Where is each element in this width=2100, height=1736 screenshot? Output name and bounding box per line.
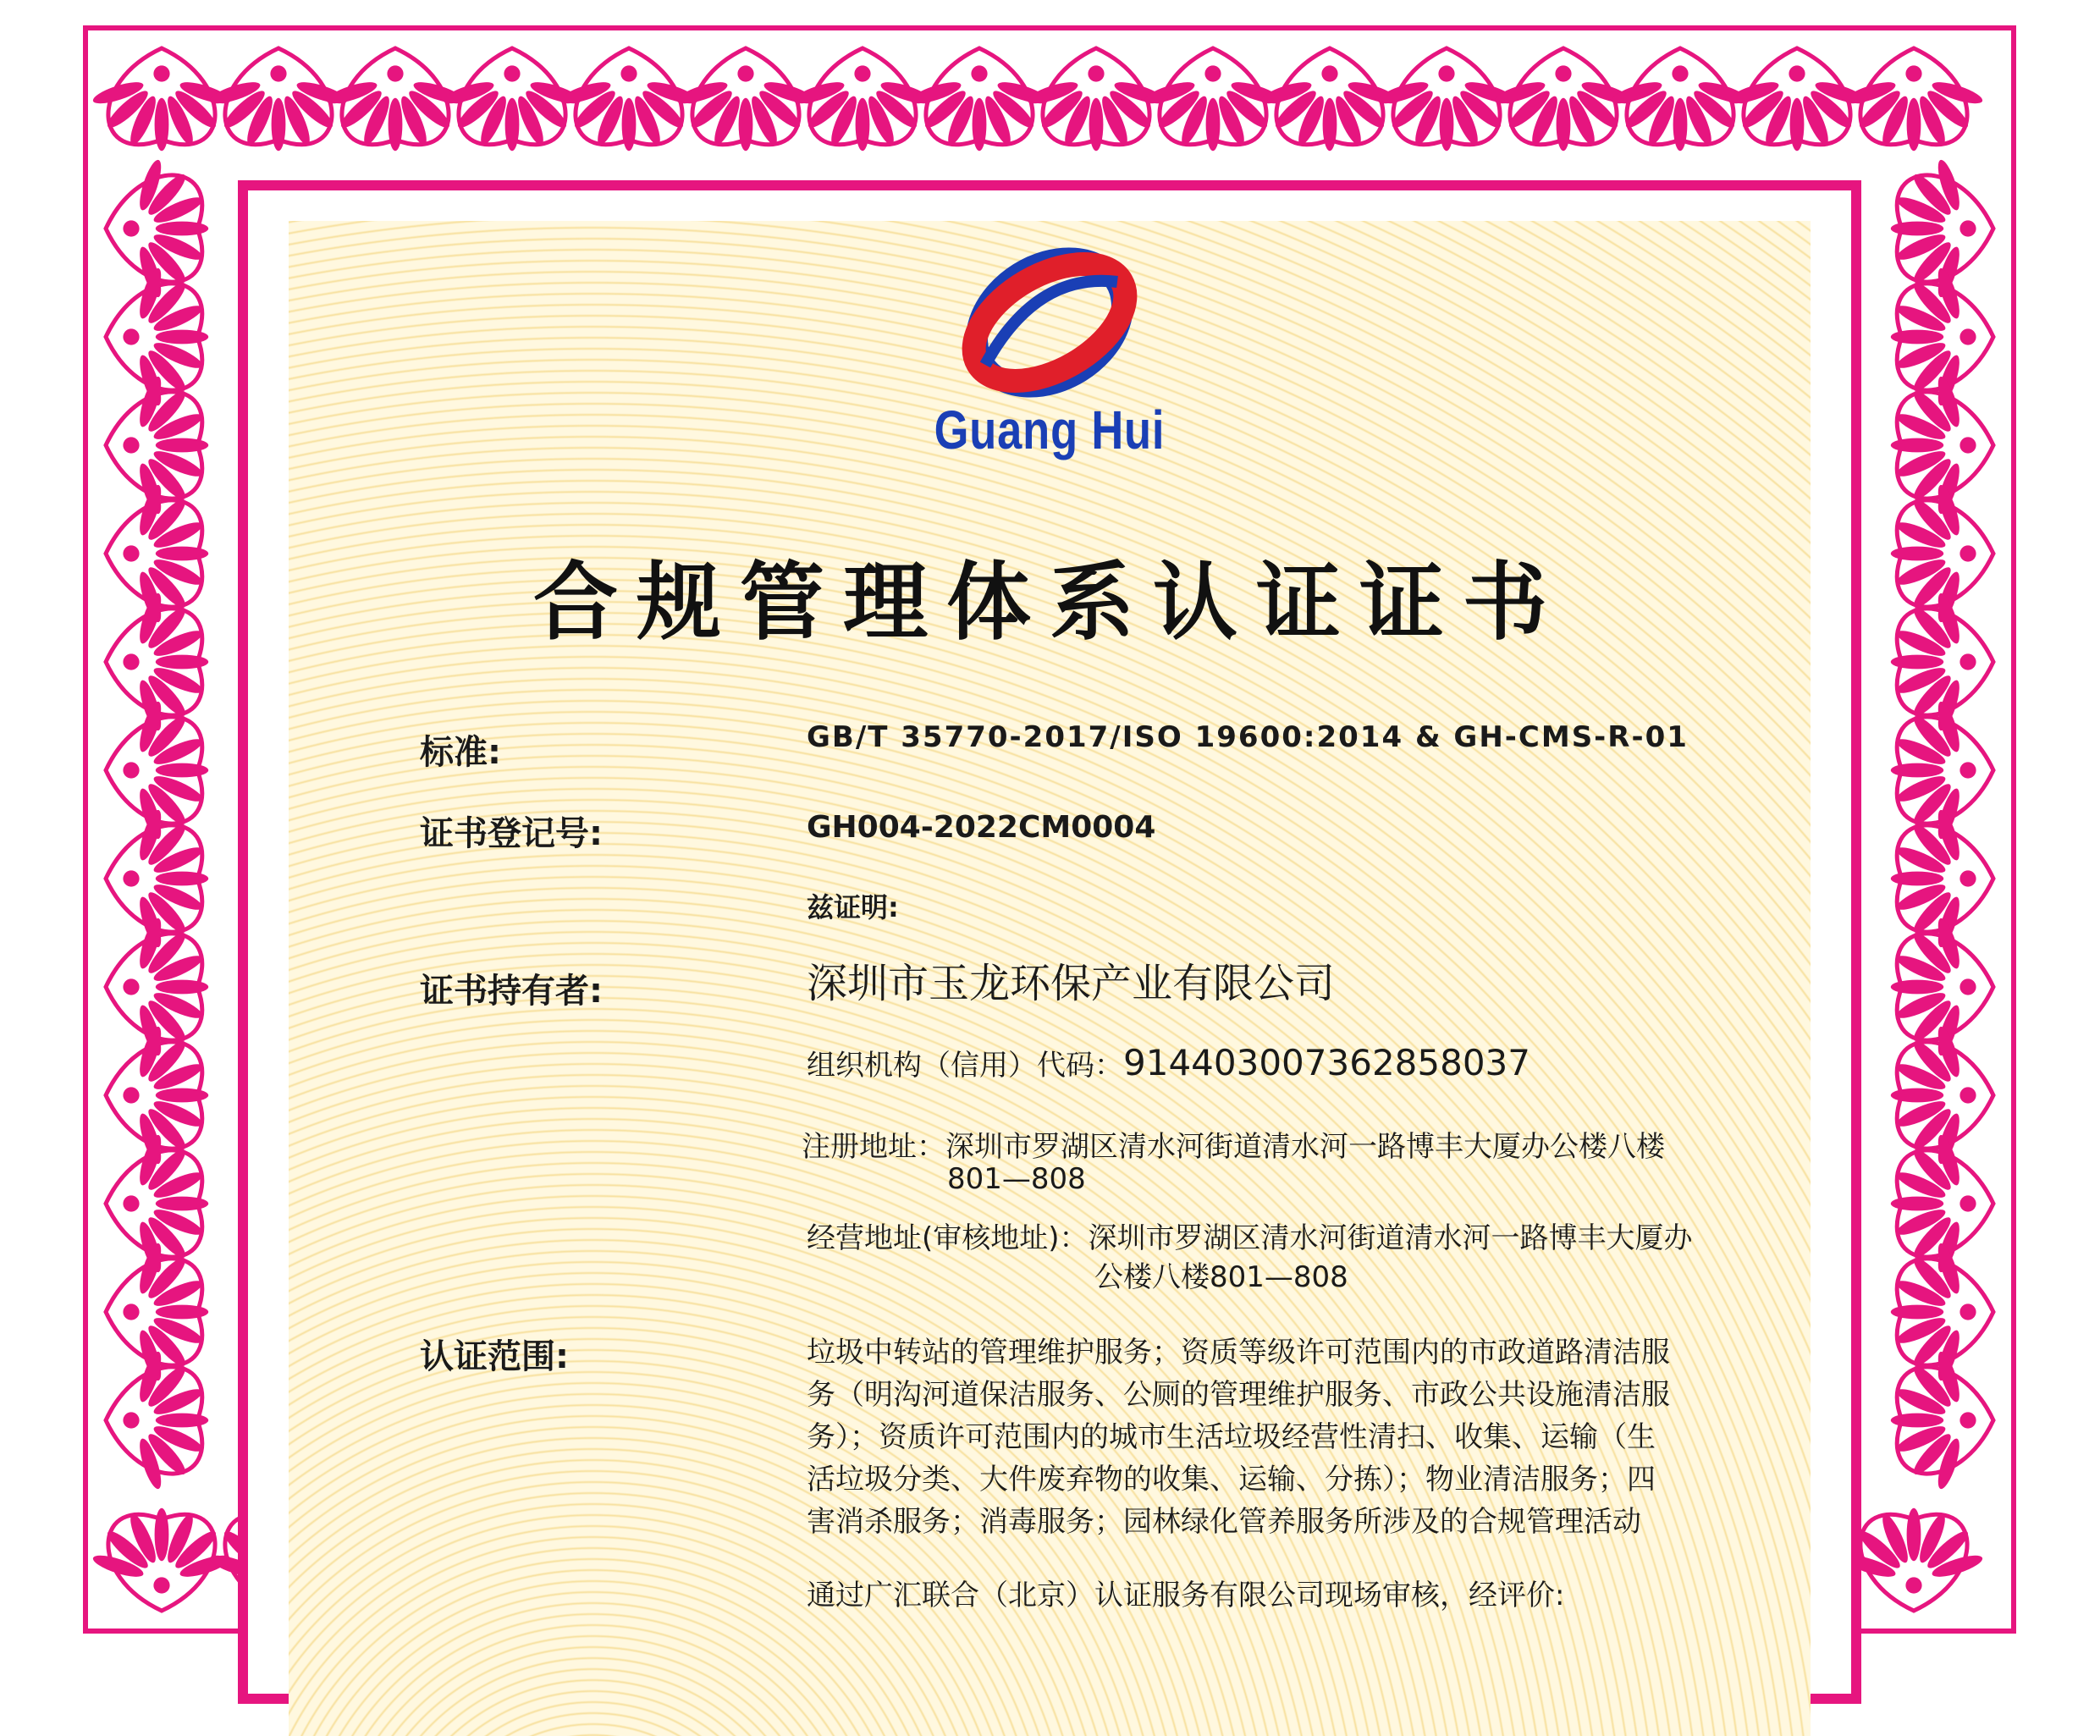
registered-address-line1 <box>802 1123 1665 1165</box>
registered-address-label: 注册地址： <box>802 1130 945 1164</box>
guang-hui-logo-icon <box>934 238 1165 407</box>
scope-line: 务）；资质许可范围内的城市生活垃圾经营性清扫、收集、运输（生 <box>807 1420 1656 1454</box>
standard-label: 标准: <box>420 733 501 772</box>
scope-text <box>807 1331 1811 1543</box>
scope-line: 务（明沟河道保洁服务、公厕的管理维护服务、市政公共设施清洁服 <box>807 1378 1670 1412</box>
certificate-frame <box>83 25 2016 1634</box>
org-code-value: 914403007362858037 <box>1123 1042 1530 1083</box>
holder-name: 深圳市玉龙环保产业有限公司 <box>807 960 1336 1007</box>
business-address-line1 <box>807 1215 1693 1256</box>
registration-label: 证书登记号: <box>420 814 603 853</box>
scope-line: 活垃圾分类、大件废弃物的收集、运输、分拣）；物业清洁服务；四 <box>807 1463 1656 1496</box>
registered-address-text: 深圳市罗湖区清水河街道清水河一路博丰大厦办公楼八楼 <box>945 1130 1665 1164</box>
registered-address-line2: 801—808 <box>947 1162 1086 1196</box>
certify-intro: 兹证明: <box>807 891 899 923</box>
holder-label: 证书持有者: <box>420 972 603 1011</box>
scope-line: 垃圾中转站的管理维护服务；资质等级许可范围内的市政道路清洁服 <box>807 1336 1670 1370</box>
org-code-label: 组织机构（信用）代码： <box>807 1049 1123 1083</box>
certificate-body <box>289 221 1811 1736</box>
business-address-line2: 公楼八楼801—808 <box>1094 1260 1348 1294</box>
audit-statement: 通过广汇联合（北京）认证服务有限公司现场审核，经评价: <box>807 1579 1565 1612</box>
registration-number: GH004-2022CM0004 <box>807 810 1156 845</box>
org-code-line <box>807 1042 1530 1083</box>
inner-border-line <box>238 180 1861 1704</box>
certificate-title: 合规管理体系认证证书 <box>533 553 1566 652</box>
scope-line: 害消杀服务；消毒服务；园林绿化管养服务所涉及的合规管理活动 <box>807 1505 1641 1539</box>
brand-name: Guang Hui <box>934 400 1166 460</box>
business-address-text: 深圳市罗湖区清水河街道清水河一路博丰大厦办 <box>1088 1221 1693 1255</box>
business-address-label: 经营地址(审核地址)： <box>807 1221 1089 1255</box>
scope-label: 认证范围: <box>420 1337 569 1376</box>
standard-value: GB/T 35770-2017/ISO 19600:2014 & GH-CMS-R-01 <box>807 720 1689 754</box>
